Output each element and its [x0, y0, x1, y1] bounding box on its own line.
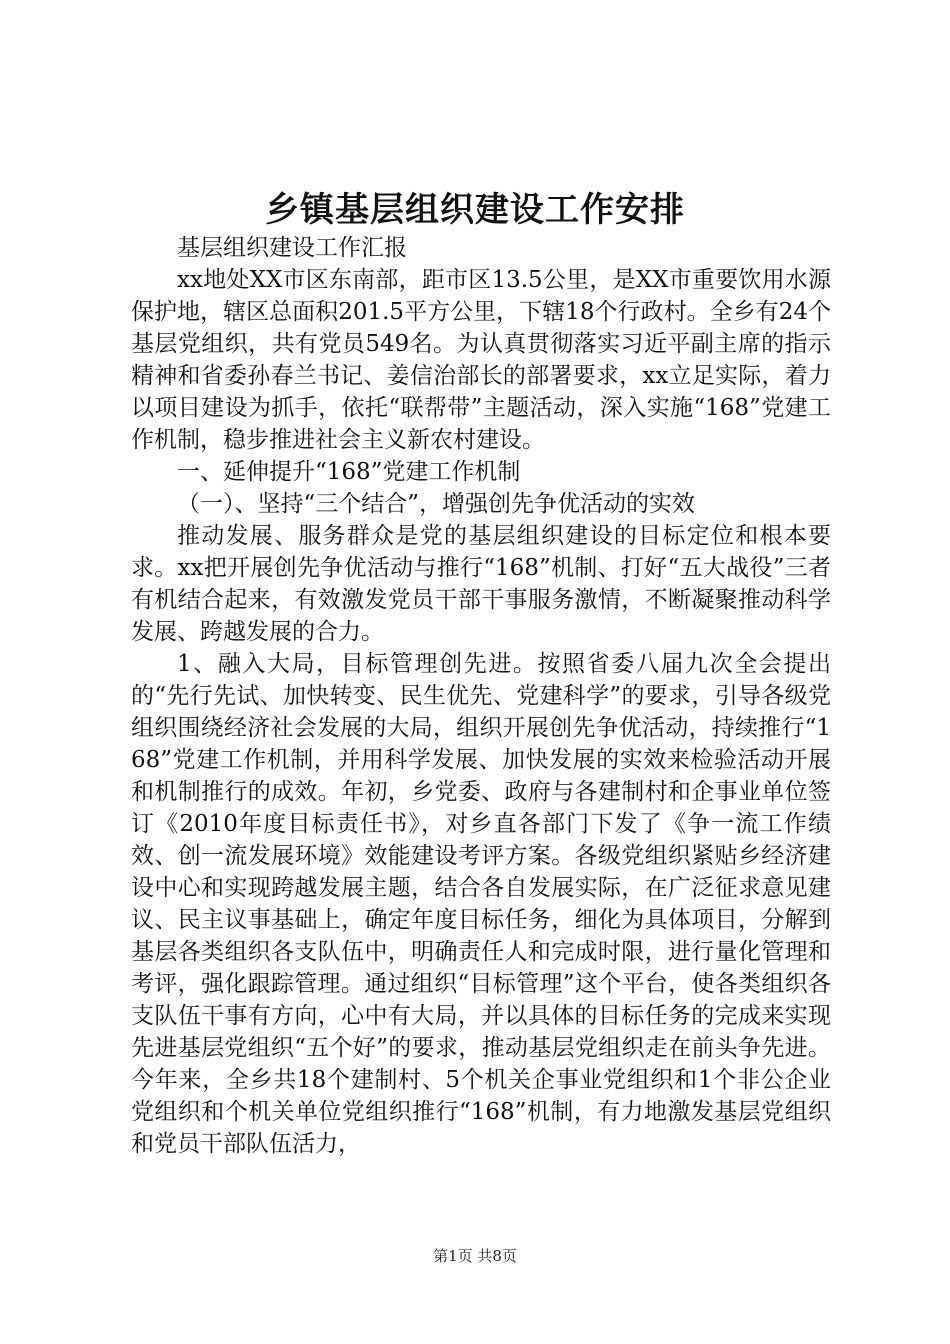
- document-title: 乡镇基层组织建设工作安排: [265, 190, 685, 230]
- document-body: [131, 232, 831, 1160]
- paragraph-intro: xx地处XX市区东南部，距市区13.5公里，是XX市重要饮用水源保护地，辖区总面积201.5平方公里，下辖18个行政村。全乡有24个基层党组织，共有党员549名。为认真贯彻落实习近平副主席的指示精神和省委孙春兰书记、姜信治部长的部署要求，xx立足实际，着力以项目建设为抓手，依托“联帮带”主题活动，深入实施“168”党建工作机制，稳步推进社会主义新农村建设。: [131, 267, 831, 453]
- subsection-heading: （一）、坚持“三个结合”，增强创先争优活动的实效: [177, 491, 696, 517]
- paragraph-body: 1、融入大局，目标管理创先进。按照省委八届九次全会提出的“先行先试、加快转变、民生优先、党建科学”的要求，引导各级党组织围绕经济社会发展的大局，组织开展创先争优活动，持续推行“168”党建工作机制，并用科学发展、加快发展的实效来检验活动开展和机制推行的成效。年初，乡党委、政府与各建制村和企事业单位签订《2010年度目标责任书》，对乡直各部门下发了《争一流工作绩效、创一流发展环境》效能建设考评方案。各级党组织紧贴乡经济建设中心和实现跨越发展主题，结合各自发展实际，在广泛征求意见建议、民主议事基础上，确定年度目标任务，细化为具体项目，分解到基层各类组织各支队伍中，明确责任人和完成时限，进行量化管理和考评，强化跟踪管理。通过组织“目标管理”这个平台，使各类组织各支队伍干事有方向，心中有大局，并以具体的目标任务的完成来实现先进基层党组织“五个好”的要求，推动基层党组织走在前头争先进。今年来，全乡共18个建制村、5个机关企事业党组织和1个非公企业党组织和个机关单位党组织推行“168”机制，有力地激发基层党组织和党员干部队伍活力，: [131, 651, 831, 1157]
- paragraph-subtitle: 基层组织建设工作汇报: [177, 235, 407, 261]
- page-footer: 第1页 共8页: [433, 1247, 517, 1265]
- paragraph-body: 推动发展、服务群众是党的基层组织建设的目标定位和根本要求。xx把开展创先争优活动与推行“168”机制、打好“五大战役”三者有机结合起来，有效激发党员干部干事服务激情，不断凝聚推动科学发展、跨越发展的合力。: [131, 523, 831, 645]
- section-heading: 一、延伸提升“168”党建工作机制: [177, 459, 521, 485]
